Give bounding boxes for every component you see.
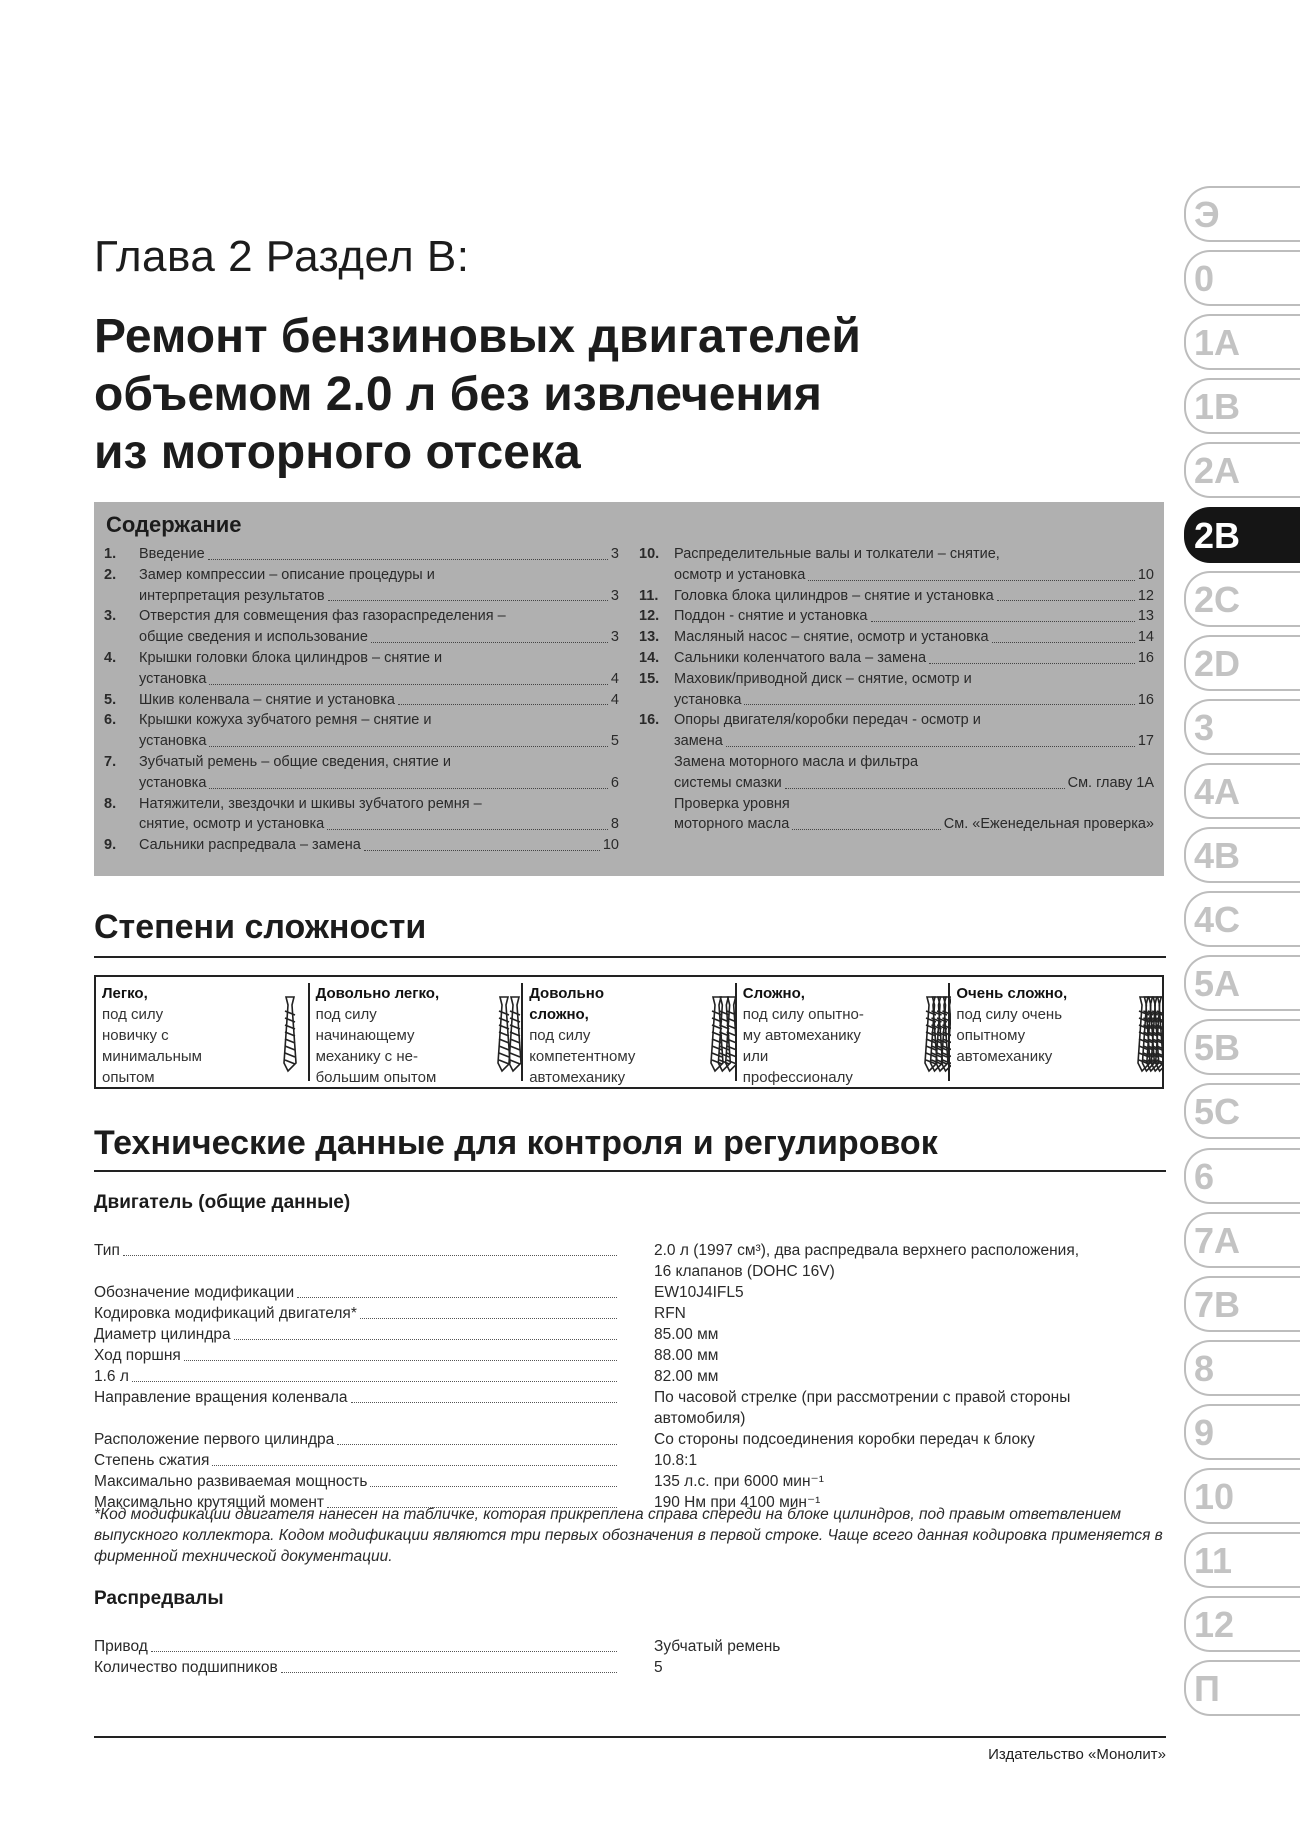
- spec-label: [94, 1636, 619, 1657]
- chapter-tab[interactable]: П: [1184, 1660, 1300, 1716]
- toc-item-page: 13: [1137, 608, 1154, 625]
- toc-item-line: [139, 731, 619, 752]
- difficulty-text: опытом: [102, 1069, 155, 1086]
- toc-item-number: 2.: [104, 566, 117, 583]
- difficulty-text: под силу: [315, 1006, 377, 1023]
- dot-leader: [871, 621, 1135, 622]
- spec-value: [654, 1240, 1164, 1282]
- toc-item-number: 15.: [639, 670, 660, 687]
- difficulty-title: Легко,: [102, 985, 148, 1002]
- toc-item-text: Замена моторного масла и фильтра: [674, 753, 919, 770]
- chapter-tab[interactable]: 5B: [1184, 1019, 1300, 1075]
- spec-label-text: Максимально развиваемая мощность: [94, 1473, 368, 1490]
- toc-item[interactable]: [104, 690, 619, 711]
- toc-item-line: [674, 690, 1154, 711]
- dot-leader: [328, 600, 608, 601]
- toc-item[interactable]: [639, 544, 1154, 586]
- dot-leader: [792, 829, 941, 830]
- difficulty-text: механику с не-: [315, 1048, 418, 1065]
- toc-item-page: 8: [610, 816, 619, 833]
- toc-item-body: [139, 794, 619, 836]
- chapter-tab[interactable]: 7B: [1184, 1276, 1300, 1332]
- spec-value: [654, 1303, 1164, 1324]
- toc-item-text: Поддон - снятие и установка: [674, 608, 868, 625]
- spec-label-text: Обозначение модификации: [94, 1284, 295, 1301]
- spec-value-line: 135 л.с. при 6000 мин⁻¹: [654, 1473, 824, 1490]
- toc-item-page: 14: [1137, 629, 1154, 646]
- spec-label: [94, 1429, 619, 1450]
- difficulty-text: автомеханику: [956, 1048, 1053, 1065]
- spec-value-line: RFN: [654, 1305, 686, 1322]
- dot-leader: [281, 1672, 617, 1673]
- difficulty-text: компетентному: [529, 1048, 636, 1065]
- spec-label: [94, 1282, 619, 1303]
- toc-item-text: моторного масла: [674, 816, 790, 833]
- spec-value-line: 88.00 мм: [654, 1347, 719, 1364]
- toc-item-line: [139, 586, 619, 607]
- toc-item-text: Распределительные валы и толкатели – снятие,: [674, 546, 1000, 562]
- toc-item-number: 4.: [104, 649, 117, 666]
- toc-item-line: [139, 669, 619, 690]
- toc-item-text: Сальники распредвала – замена: [139, 837, 361, 854]
- toc-item-body: [674, 648, 1154, 669]
- toc-item-body: [674, 586, 1154, 607]
- difficulty-level: [742, 983, 955, 1086]
- toc-column-left: [104, 544, 619, 856]
- toc-item-page: 10: [602, 837, 619, 854]
- toc-item-body: [139, 752, 619, 794]
- toc-item-text: Введение: [139, 546, 205, 562]
- toc-item-line: [674, 773, 1154, 794]
- spec-label-text: Направление вращения коленвала: [94, 1389, 348, 1406]
- toc-item-page: 12: [1137, 587, 1154, 604]
- toc-item-body: [674, 544, 1154, 586]
- spec-label-text: Диаметр цилиндра: [94, 1326, 231, 1343]
- toc-item-line: [139, 835, 619, 856]
- difficulty-separator: [521, 983, 523, 1081]
- dot-leader: [208, 559, 608, 560]
- spec-value-line: 2.0 л (1997 см³), два распредвала верхнего расположения,: [654, 1242, 1080, 1259]
- toc-item-text: Маховик/приводной диск – снятие, осмотр и: [674, 670, 972, 687]
- difficulty-box: [94, 975, 1164, 1089]
- dot-leader: [351, 1402, 617, 1403]
- difficulty-level: [102, 983, 314, 1086]
- toc-item[interactable]: [639, 648, 1154, 669]
- spec-label: [94, 1303, 619, 1324]
- difficulty-heading: Степени сложности: [94, 908, 427, 946]
- toc-item-number: 1.: [104, 546, 117, 562]
- toc-item-text: Отверстия для совмещения фаз газораспределения –: [139, 608, 506, 625]
- dot-leader: [132, 1381, 617, 1382]
- dot-leader: [371, 642, 608, 643]
- dot-leader: [327, 829, 608, 830]
- dot-leader: [398, 704, 608, 705]
- toc-item-text: замена: [674, 733, 723, 750]
- spec-label-text: Ход поршня: [94, 1347, 181, 1364]
- toc-item-text: Крышки головки блока цилиндров – снятие и: [139, 649, 443, 666]
- dot-leader: [151, 1651, 617, 1652]
- spec-value-line: 5: [654, 1659, 663, 1676]
- toc-item-number: 10.: [639, 546, 660, 562]
- toc-item-number: 13.: [639, 629, 660, 646]
- spec-label-text: Расположение первого цилиндра: [94, 1431, 335, 1448]
- difficulty-level: [956, 983, 1168, 1083]
- dot-leader: [234, 1339, 617, 1340]
- dot-leader: [123, 1255, 617, 1256]
- toc-item[interactable]: [104, 710, 619, 752]
- difficulty-text: автомеханику: [529, 1069, 626, 1086]
- wrench-rating-icon: [921, 993, 951, 1075]
- main-title-line: из моторного отсека: [94, 426, 581, 479]
- toc-item-body: [674, 794, 1154, 836]
- toc-item-body: [674, 627, 1154, 648]
- wrench-rating-icon: [1134, 993, 1164, 1075]
- toc-item[interactable]: [104, 794, 619, 836]
- dot-leader: [997, 600, 1135, 601]
- difficulty-text: минимальным: [102, 1048, 202, 1065]
- spec-value: [654, 1324, 1164, 1345]
- spec-value: [654, 1429, 1164, 1450]
- toc-item-body: [139, 606, 619, 648]
- spec-value: [654, 1366, 1164, 1387]
- toc-item-line: [139, 627, 619, 648]
- spec-label: [94, 1345, 619, 1366]
- toc-item-line: [139, 544, 619, 565]
- toc-item-text: Проверка уровня: [674, 795, 790, 812]
- chapter-tab[interactable]: 10: [1184, 1468, 1300, 1524]
- divider: [94, 956, 1166, 958]
- difficulty-separator: [308, 983, 310, 1081]
- specs-heading: Технические данные для контроля и регулировок: [94, 1124, 938, 1162]
- spec-value: [654, 1387, 1164, 1429]
- toc-item-body: [139, 565, 619, 607]
- dot-leader: [370, 1486, 617, 1487]
- toc-item-text: установка: [674, 691, 742, 708]
- spec-label: [94, 1366, 619, 1387]
- toc-item-line: [674, 648, 1154, 669]
- difficulty-text: опытному: [956, 1027, 1026, 1044]
- toc-item-text: Масляный насос – снятие, осмотр и установка: [674, 629, 989, 646]
- difficulty-title: Очень сложно,: [956, 985, 1068, 1002]
- difficulty-text: новичку с: [102, 1027, 169, 1044]
- dot-leader: [726, 746, 1135, 747]
- toc-item-text: интерпретация результатов: [139, 587, 325, 604]
- chapter-tab[interactable]: 2C: [1184, 571, 1300, 627]
- toc-item[interactable]: [639, 586, 1154, 607]
- toc-item-body: [674, 710, 1154, 752]
- dot-leader: [785, 788, 1065, 789]
- spec-value-line: 85.00 мм: [654, 1326, 719, 1343]
- spec-value: [654, 1345, 1164, 1366]
- spec-value: [654, 1450, 1164, 1471]
- dot-leader: [209, 684, 608, 685]
- toc-item-text: Сальники коленчатого вала – замена: [674, 649, 927, 666]
- difficulty-text: му автомеханику: [742, 1027, 861, 1044]
- toc-item-body: [674, 606, 1154, 627]
- dot-leader: [297, 1297, 617, 1298]
- toc-item-number: 6.: [104, 712, 117, 729]
- spec-value-line: EW10J4IFL5: [654, 1284, 744, 1301]
- chapter-tab[interactable]: 2D: [1184, 635, 1300, 691]
- toc-item[interactable]: [639, 752, 1154, 794]
- toc-item-number: 8.: [104, 795, 117, 812]
- spec-label: [94, 1471, 619, 1492]
- chapter-tab[interactable]: 9: [1184, 1404, 1300, 1460]
- toc-item-number: 11.: [639, 587, 659, 604]
- chapter-tab[interactable]: 5A: [1184, 955, 1300, 1011]
- toc-item-number: 16.: [639, 712, 660, 729]
- main-title-line: Ремонт бензиновых двигателей: [94, 310, 861, 363]
- chapter-tab[interactable]: 7A: [1184, 1212, 1300, 1268]
- toc-item-page: 3: [610, 629, 619, 646]
- spec-label-text: Количество подшипников: [94, 1659, 278, 1676]
- toc-item-text: установка: [139, 774, 207, 791]
- chapter-tab[interactable]: 1A: [1184, 314, 1300, 370]
- spec-value-line: автомобиля): [654, 1410, 746, 1427]
- toc-item[interactable]: [104, 648, 619, 690]
- difficulty-text: под силу очень: [956, 1006, 1063, 1023]
- chapter-tab[interactable]: 11: [1184, 1532, 1300, 1588]
- toc-item-line: [674, 565, 1154, 586]
- toc-item-text: системы смазки: [674, 774, 782, 791]
- chapter-tab[interactable]: 4B: [1184, 827, 1300, 883]
- spec-value-line: Зубчатый ремень: [654, 1638, 781, 1655]
- toc-item-number: 14.: [639, 649, 660, 666]
- toc-item-number: 9.: [104, 837, 117, 854]
- toc-item[interactable]: [639, 627, 1154, 648]
- spec-label: [94, 1324, 619, 1345]
- difficulty-text: под силу: [102, 1006, 164, 1023]
- spec-value: [654, 1282, 1164, 1303]
- toc-item-page: 6: [610, 774, 619, 791]
- toc-item-page: 5: [610, 733, 619, 750]
- dot-leader: [929, 663, 1135, 664]
- toc-item-body: [674, 669, 1154, 711]
- spec-label-text: Степень сжатия: [94, 1452, 210, 1469]
- spec-value-line: 190 Нм при 4100 мин⁻¹: [654, 1494, 821, 1511]
- toc-item-number: 5.: [104, 691, 117, 708]
- spec-label: [94, 1450, 619, 1471]
- toc-item-line: [139, 773, 619, 794]
- toc-item-text: снятие, осмотр и установка: [139, 816, 325, 833]
- footer-divider: [94, 1736, 1166, 1738]
- toc-item-line: [674, 627, 1154, 648]
- dot-leader: [209, 788, 608, 789]
- toc-item-number: 12.: [639, 608, 660, 625]
- toc-item[interactable]: [639, 606, 1154, 627]
- toc-item-page: 4: [610, 691, 619, 708]
- chapter-tab[interactable]: 5C: [1184, 1083, 1300, 1139]
- toc-item-text: Головка блока цилиндров – снятие и установка: [674, 587, 994, 604]
- toc-item-body: [139, 710, 619, 752]
- toc-item-page: 3: [610, 546, 619, 562]
- spec-value: [654, 1657, 1164, 1678]
- spec-value-line: 16 клапанов (DOHC 16V): [654, 1263, 835, 1280]
- dot-leader: [337, 1444, 617, 1445]
- toc-item-number: [639, 752, 674, 794]
- spec-value: [654, 1636, 1164, 1657]
- chapter-tab[interactable]: 4C: [1184, 891, 1300, 947]
- difficulty-separator: [948, 983, 950, 1081]
- toc-item-body: [139, 690, 619, 711]
- toc-item-text: Опоры двигателя/коробки передач - осмотр и: [674, 712, 981, 729]
- wrench-rating-icon: [494, 993, 524, 1075]
- spec-value-line: По часовой стрелке (при рассмотрении с правой стороны: [654, 1389, 1071, 1406]
- toc-item-body: [674, 752, 1154, 794]
- spec-value-line: 10.8:1: [654, 1452, 698, 1469]
- spec-label: [94, 1387, 619, 1408]
- toc-item[interactable]: [104, 752, 619, 794]
- difficulty-text: под силу опытно-: [742, 1006, 864, 1023]
- toc-item-text: осмотр и установка: [674, 566, 806, 583]
- toc-item-page: См. «Еженедельная проверка»: [943, 816, 1154, 833]
- toc-column-right: [639, 544, 1154, 835]
- toc-item-line: [674, 606, 1154, 627]
- dot-leader: [360, 1318, 617, 1319]
- toc-item-page: 4: [610, 670, 619, 687]
- toc-item-text: общие сведения и использование: [139, 629, 368, 646]
- toc-item-line: [674, 586, 1154, 607]
- dot-leader: [184, 1360, 617, 1361]
- difficulty-text: профессионалу: [742, 1069, 853, 1086]
- engine-footnote: *Код модификации двигателя нанесен на табличке, которая прикреплена справа спереди на блоке цилиндров, под правым ответвлением выпускного коллектора. Кодом модификации являются три первых обозначения в первой строке. Чаще всего данная кодировка применяется в фирменной технической документации.: [94, 1506, 1163, 1565]
- toc-item-line: [674, 731, 1154, 752]
- chapter-tab[interactable]: 3: [1184, 699, 1300, 755]
- toc-item-text: установка: [139, 733, 207, 750]
- toc-item-body: [139, 648, 619, 690]
- toc-item-text: Натяжители, звездочки и шкивы зубчатого ремня –: [139, 795, 482, 812]
- toc-item[interactable]: [639, 794, 1154, 836]
- chapter-tab[interactable]: 1B: [1184, 378, 1300, 434]
- toc-item[interactable]: [104, 606, 619, 648]
- contents-heading: Содержание: [106, 512, 242, 537]
- contents-box: [94, 502, 1164, 876]
- toc-item[interactable]: [104, 544, 619, 565]
- toc-item-line: [674, 814, 1154, 835]
- dot-leader: [209, 746, 608, 747]
- difficulty-text: начинающему: [315, 1027, 415, 1044]
- chapter-tab[interactable]: 0: [1184, 250, 1300, 306]
- difficulty-text: большим опытом: [315, 1069, 437, 1086]
- chapter-tab[interactable]: 4A: [1184, 763, 1300, 819]
- chapter-tab[interactable]: 6: [1184, 1148, 1300, 1204]
- difficulty-title: Довольно: [529, 985, 605, 1002]
- toc-item-body: [139, 835, 619, 856]
- toc-item-page: 10: [1137, 566, 1154, 583]
- main-title: [94, 308, 1094, 482]
- dot-leader: [212, 1465, 617, 1466]
- spec-label-text: 1.6 л: [94, 1368, 129, 1385]
- spec-label: [94, 1657, 619, 1678]
- toc-item-page: 16: [1137, 691, 1154, 708]
- toc-item-page: См. главу 1А: [1067, 774, 1154, 791]
- chapter-tab[interactable]: 12: [1184, 1596, 1300, 1652]
- toc-item-line: [139, 814, 619, 835]
- toc-item-page: 3: [610, 587, 619, 604]
- chapter-tab[interactable]: 2B: [1184, 507, 1300, 563]
- toc-item-number: [639, 794, 674, 836]
- dot-leader: [364, 850, 600, 851]
- chapter-tab[interactable]: 2A: [1184, 442, 1300, 498]
- difficulty-level: [315, 983, 528, 1086]
- spec-label-text: Тип: [94, 1242, 120, 1259]
- toc-item-text: Замер компрессии – описание процедуры и: [139, 566, 435, 583]
- divider: [94, 1170, 1166, 1172]
- main-title-line: объемом 2.0 л без извлечения: [94, 368, 822, 421]
- toc-item-page: 17: [1137, 733, 1154, 750]
- difficulty-text: под силу: [529, 1027, 591, 1044]
- spec-value-line: 82.00 мм: [654, 1368, 719, 1385]
- publisher-name: Издательство «Монолит»: [988, 1746, 1166, 1763]
- toc-item[interactable]: [104, 835, 619, 856]
- spec-value: [654, 1471, 1164, 1492]
- chapter-title: Глава 2 Раздел В:: [94, 232, 470, 281]
- chapter-tab[interactable]: Э: [1184, 186, 1300, 242]
- toc-item[interactable]: [639, 669, 1154, 711]
- toc-item-text: Зубчатый ремень – общие сведения, снятие и: [139, 753, 451, 770]
- spec-value-line: Со стороны подсоединения коробки передач к блоку: [654, 1431, 1035, 1448]
- wrench-rating-icon: [280, 993, 310, 1075]
- toc-item-page: 16: [1137, 649, 1154, 666]
- camshafts-subheading: Распредвалы: [94, 1588, 224, 1609]
- difficulty-level: [529, 983, 741, 1086]
- dot-leader: [744, 704, 1134, 705]
- spec-label-text: Привод: [94, 1638, 148, 1655]
- difficulty-text: или: [742, 1048, 769, 1065]
- engine-subheading: Двигатель (общие данные): [94, 1192, 351, 1213]
- spec-label: [94, 1240, 619, 1261]
- spec-label-text: Кодировка модификаций двигателя*: [94, 1305, 357, 1322]
- toc-item[interactable]: [639, 710, 1154, 752]
- toc-item-text: Шкив коленвала – снятие и установка: [139, 691, 395, 708]
- toc-item[interactable]: [104, 565, 619, 607]
- toc-item-number: 7.: [104, 753, 117, 770]
- difficulty-title: Сложно,: [742, 985, 805, 1002]
- chapter-tab[interactable]: 8: [1184, 1340, 1300, 1396]
- difficulty-title: Довольно легко,: [315, 985, 440, 1002]
- wrench-rating-icon: [707, 993, 737, 1075]
- difficulty-title: сложно,: [529, 1006, 589, 1023]
- toc-item-line: [139, 690, 619, 711]
- difficulty-separator: [735, 983, 737, 1081]
- toc-item-number: 3.: [104, 608, 117, 625]
- toc-item-text: Крышки кожуха зубчатого ремня – снятие и: [139, 712, 432, 729]
- toc-item-body: [139, 544, 619, 565]
- dot-leader: [808, 580, 1135, 581]
- dot-leader: [992, 642, 1135, 643]
- spec-label-text: Максимально крутящий момент: [94, 1494, 325, 1511]
- toc-item-text: установка: [139, 670, 207, 687]
